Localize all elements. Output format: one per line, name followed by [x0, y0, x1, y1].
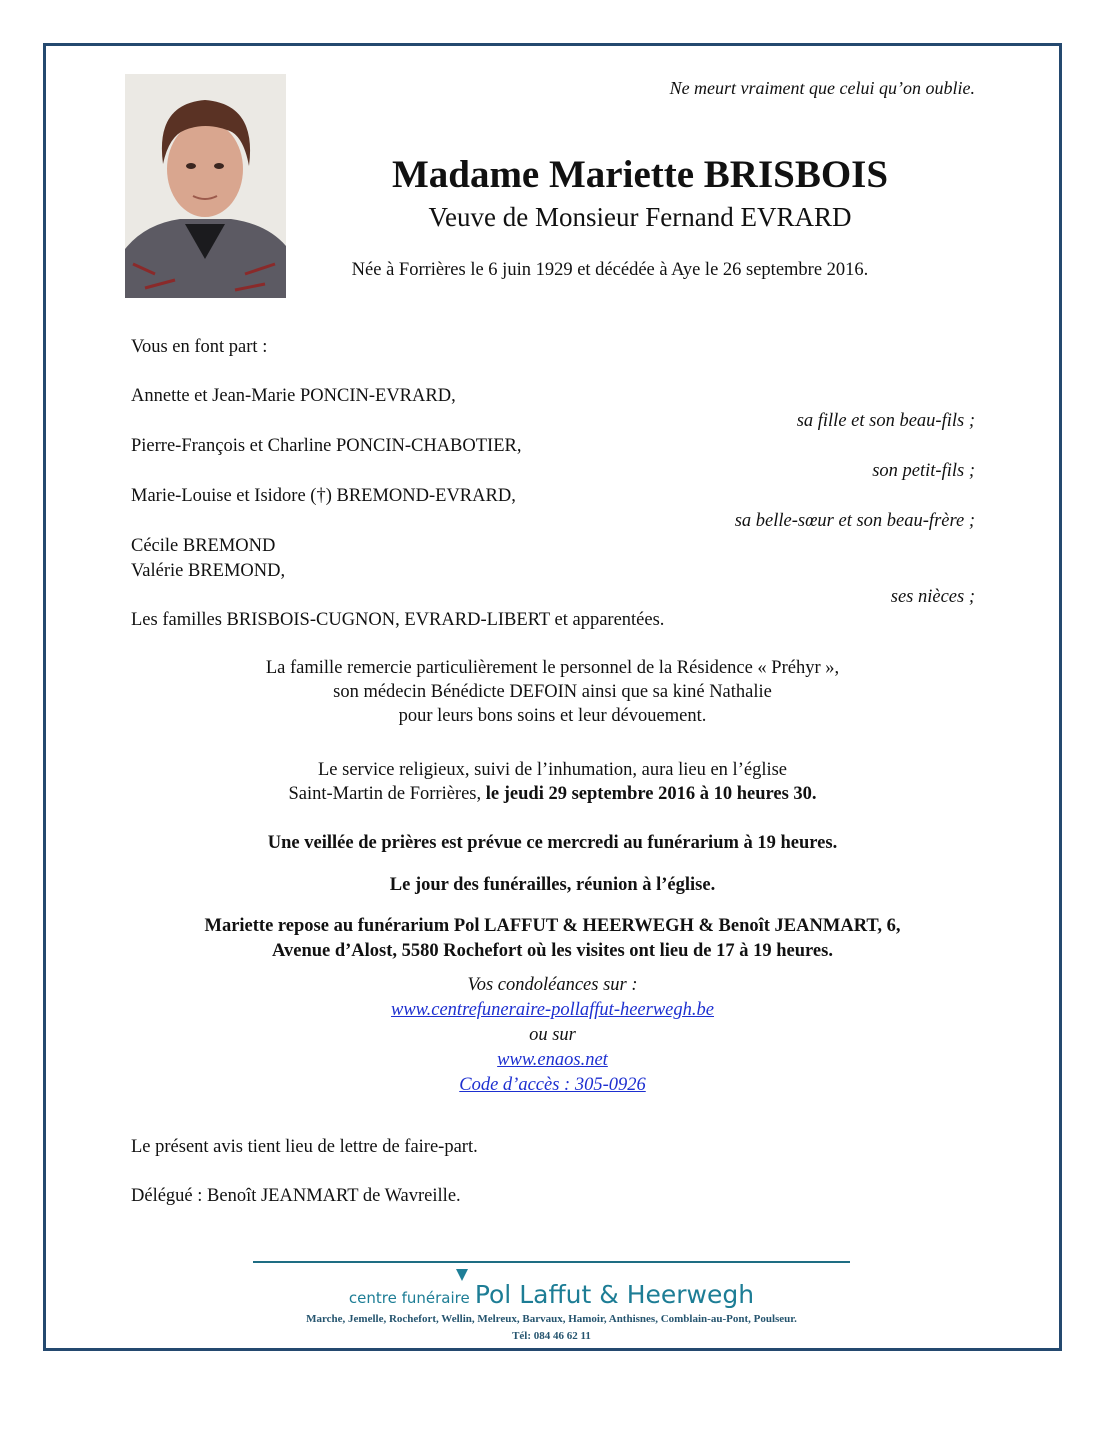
- birth-death-dates: Née à Forrières le 6 juin 1929 et décédée à Aye le 26 septembre 2016.: [351, 260, 869, 280]
- delegate-text: Délégué : Benoît JEANMART de Wavreille.: [131, 1186, 461, 1206]
- logo-locations: Marche, Jemelle, Rochefort, Wellin, Melreux, Barvaux, Hamoir, Anthisnes, Comblain-au-Pont, Poulseur.: [306, 1313, 797, 1325]
- rest-notice: Mariette repose au funérarium Pol LAFFUT & HEERWEGH & Benoît JEANMART, 6,: [204, 916, 901, 936]
- logo-phone: Tél: 084 46 62 11: [512, 1330, 591, 1342]
- thanks-line: La famille remercie particulièrement le personnel de la Résidence « Préhyr »,: [265, 658, 840, 678]
- funeral-home-logo: [253, 1280, 850, 1309]
- notice-text: Le présent avis tient lieu de lettre de faire-part.: [131, 1137, 478, 1157]
- logo-rule: [253, 1261, 850, 1263]
- condolences-label: Vos condoléances sur :: [467, 975, 638, 995]
- condolences-or: ou sur: [529, 1025, 576, 1045]
- rest-notice: Avenue d’Alost, 5580 Rochefort où les visites ont lieu de 17 à 19 heures.: [272, 941, 833, 961]
- enaos-link[interactable]: www.enaos.net: [497, 1050, 608, 1070]
- epigraph: Ne meurt vraiment que celui qu’on oublie.: [669, 78, 975, 98]
- family-member: Annette et Jean-Marie PONCIN-EVRARD,: [131, 386, 456, 406]
- family-member: Marie-Louise et Isidore (†) BREMOND-EVRARD,: [131, 486, 516, 506]
- logo-small-text: centre funéraire: [348, 1289, 470, 1307]
- widow-of: Veuve de Monsieur Fernand EVRARD: [428, 202, 852, 232]
- logo-big-text: Pol Laffut & Heerwegh: [474, 1280, 755, 1309]
- service-place: Saint-Martin de Forrières,: [288, 784, 486, 804]
- announcement-intro: Vous en font part :: [131, 337, 268, 357]
- portrait-image: [125, 74, 286, 298]
- family-relation: sa fille et son beau-fils ;: [796, 411, 975, 431]
- vigil-notice: Une veillée de prières est prévue ce mercredi au funérarium à 19 heures.: [267, 833, 838, 853]
- portrait-photo: [125, 74, 286, 298]
- family-relation: ses nièces ;: [890, 587, 975, 607]
- thanks-line: pour leurs bons soins et leur dévouement.: [398, 706, 707, 726]
- service-line: Le service religieux, suivi de l’inhumation, aura lieu en l’église: [317, 760, 788, 780]
- family-member: Pierre-François et Charline PONCIN-CHABOTIER,: [131, 436, 522, 456]
- family-relation: sa belle-sœur et son beau-frère ;: [734, 511, 975, 531]
- thanks-line: son médecin Bénédicte DEFOIN ainsi que sa kiné Nathalie: [333, 682, 772, 702]
- service-datetime: le jeudi 29 septembre 2016 à 10 heures 30.: [485, 784, 817, 804]
- condolences-link[interactable]: www.centrefuneraire-pollaffut-heerwegh.be: [390, 1000, 714, 1020]
- family-member: Valérie BREMOND,: [131, 561, 286, 581]
- family-member: Cécile BREMOND: [131, 536, 276, 556]
- extended-families: Les familles BRISBOIS-CUGNON, EVRARD-LIBERT et apparentées.: [131, 610, 665, 630]
- deceased-name: Madame Mariette BRISBOIS: [391, 153, 889, 196]
- meeting-notice: Le jour des funérailles, réunion à l’église.: [389, 875, 716, 895]
- family-relation: son petit-fils ;: [872, 461, 975, 481]
- access-code-link[interactable]: Code d’accès : 305-0926: [459, 1075, 646, 1095]
- service-line-2: [90, 784, 1015, 805]
